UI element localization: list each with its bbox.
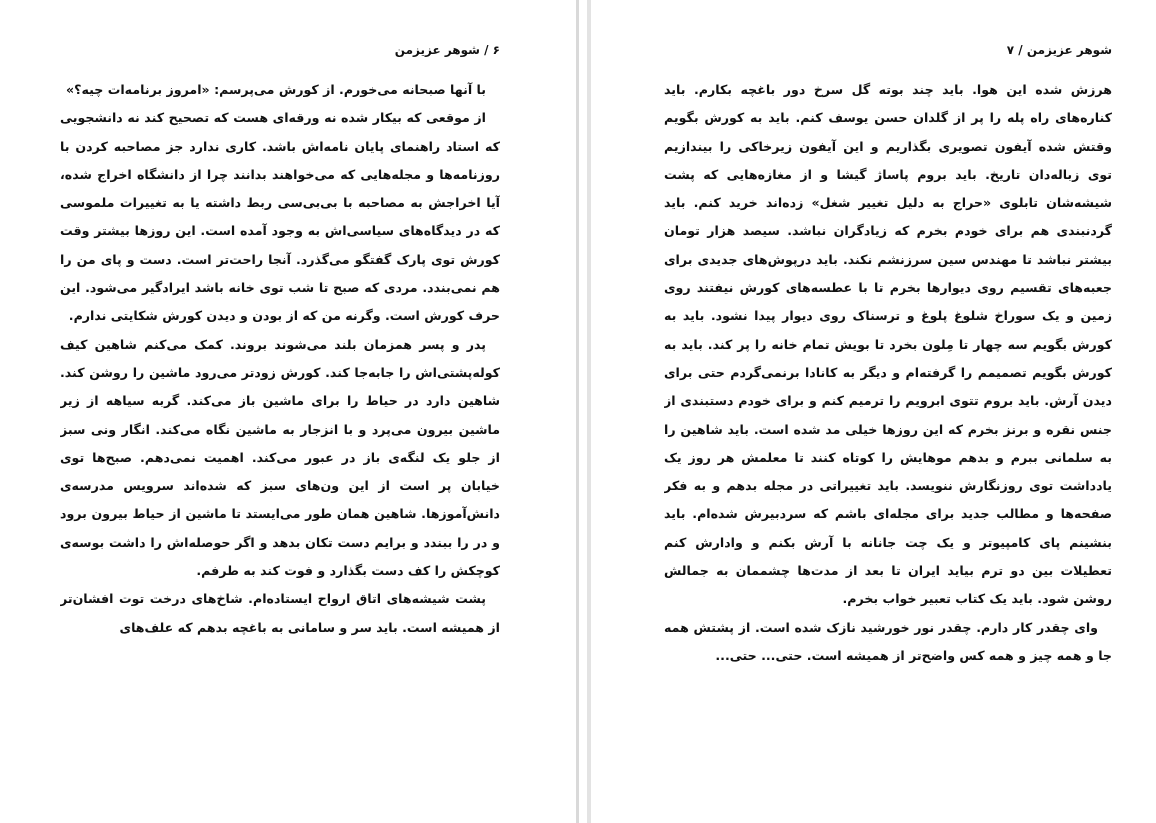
page-gutter-divider (587, 0, 591, 823)
left-page-body (60, 76, 500, 642)
paragraph: از موقعی که بیکار شده نه ورقه‌ای هست که تصحیح کند نه دانشجویی که استاد راهنمای پایان نامه‌اش باشد. کاری ندارد جز مصاحبه کردن با روزنامه‌ها و مجله‌هایی که می‌خواهند بدانند چرا از دانشگاه اخراج شده، آیا اخراجش به مصاحبه با بی‌بی‌سی ربط داشته یا به تغییرات ملموسی که در دیدگاه‌های سیاسی‌اش به وجود آمده است. این روزها بیشتر وقت کورش توی پارک گفتگو می‌گذرد. آنجا راحت‌تر است. دست و پای من را هم نمی‌بندد. مردی که صبح تا شب توی خانه باشد ایرادگیر می‌شود. این حرف کورش است. وگرنه من که از بودن و دیدن کورش شکایتی ندارم. (60, 110, 500, 324)
left-page-header: ۶ / شوهر عزیزمن (394, 43, 500, 57)
paragraph: وای چقدر کار دارم. چقدر نور خورشید نازک شده است. از پشتش همه جا و همه چیز و همه کس واضح‌تر از همیشه است. حتی... حتی... (664, 619, 1112, 663)
paragraph: پشت شیشه‌های اتاق ارواح ایستاده‌ام. شاخ‌های درخت توت افشان‌تر از همیشه است. باید سر و سامانی به باغچه بدهم که علف‌های (60, 591, 500, 635)
paragraph: پدر و پسر همزمان بلند می‌شوند بروند. کمک می‌کنم شاهین کیف کوله‌پشتی‌اش را جابه‌جا کند. کورش زودتر می‌رود ماشین را روشن کند. شاهین دارد در حیاط را برای ماشین باز می‌کند. گربه سیاهه از زیر ماشین بیرون می‌پرد و با انزجار به ماشین نگاه می‌کند. انگار ونی سبز از جلو یک لنگه‌ی باز در عبور می‌کند. اهمیت نمی‌دهم. صبح‌ها توی خیابان پر است از این ون‌های سبز که شده‌اند سرویس مدرسه‌ی دانش‌آموزها. شاهین همان طور می‌ایستد تا ماشین از حیاط بیرون برود و در را ببندد و برایم دست تکان بدهد و اگر حوصله‌اش را داشت بوسه‌ی کوچکش را کف دست بگذارد و فوت کند به طرفم. (60, 336, 500, 579)
right-page-header: شوهر عزیزمن / ۷ (1006, 43, 1112, 57)
paragraph: هرزش شده این هوا. باید چند بوته گل سرخ دور باغچه بکارم. باید کناره‌های راه پله را پر از گلدان حسن یوسف کنم. باید به کورش بگویم وقتش شده آیفون تصویری بگذاریم و این آیفون زیرخاکی را بیندازیم توی زباله‌دان تاریخ. باید بروم پاساژ گیشا و از مغازه‌هایی که پشت شیشه‌شان تابلوی «حراج به دلیل تغییر شغل» زده‌اند خرید کنم. باید گردنبندی هم برای خودم بخرم که زیادگران نباشد. سیصد هزار تومان بیشتر نباشد تا مهندس سین سرزنشم نکند. باید درپوش‌های جدیدی برای جعبه‌های تقسیم روی دیوارها بخرم تا با عطسه‌های کورش نیفتند روی زمین و یک سوراخ شلوغ پلوغ و ترسناک روی دیوار پیدا نشود. باید به کورش بگویم سه چهار تا مِلون بخرد تا بویش تمام خانه را پر کند. باید به کورش بگویم تصمیمم را گرفته‌ام و دیگر به کانادا برنمی‌گردم حتی برای دیدن آرش. باید بروم تتوی ابرویم را ترمیم کنم و برای خودم دستبندی از جنس نقره و برنز بخرم که این روزها خیلی مد شده است. باید شاهین را به سلمانی ببرم و بدهم موهایش را کوتاه کنند تا معلمش هر روز یک یادداشت توی روزنگارش ننویسد. باید تغییراتی در مجله بدهم و به فکر صفحه‌ها و مطالب جدید برای مجله‌ای باشم که سردبیرش شده‌ام. باید بنشینم پای کامپیوتر و یک چت جانانه با آرش بکنم و وادارش کنم تعطیلات بین دو ترم بیاید ایران تا بعد از مدت‌ها چشممان به جمالش روشن شود. باید یک کتاب تعبیر خواب بخرم. (664, 82, 1112, 607)
right-page-body (664, 76, 1112, 670)
page-gutter-shadow (576, 0, 579, 823)
paragraph: با آنها صبحانه می‌خورم. از کورش می‌پرسم: «امروز برنامه‌ات چیه؟» (66, 82, 486, 97)
left-page (60, 0, 500, 823)
right-page (664, 0, 1112, 823)
